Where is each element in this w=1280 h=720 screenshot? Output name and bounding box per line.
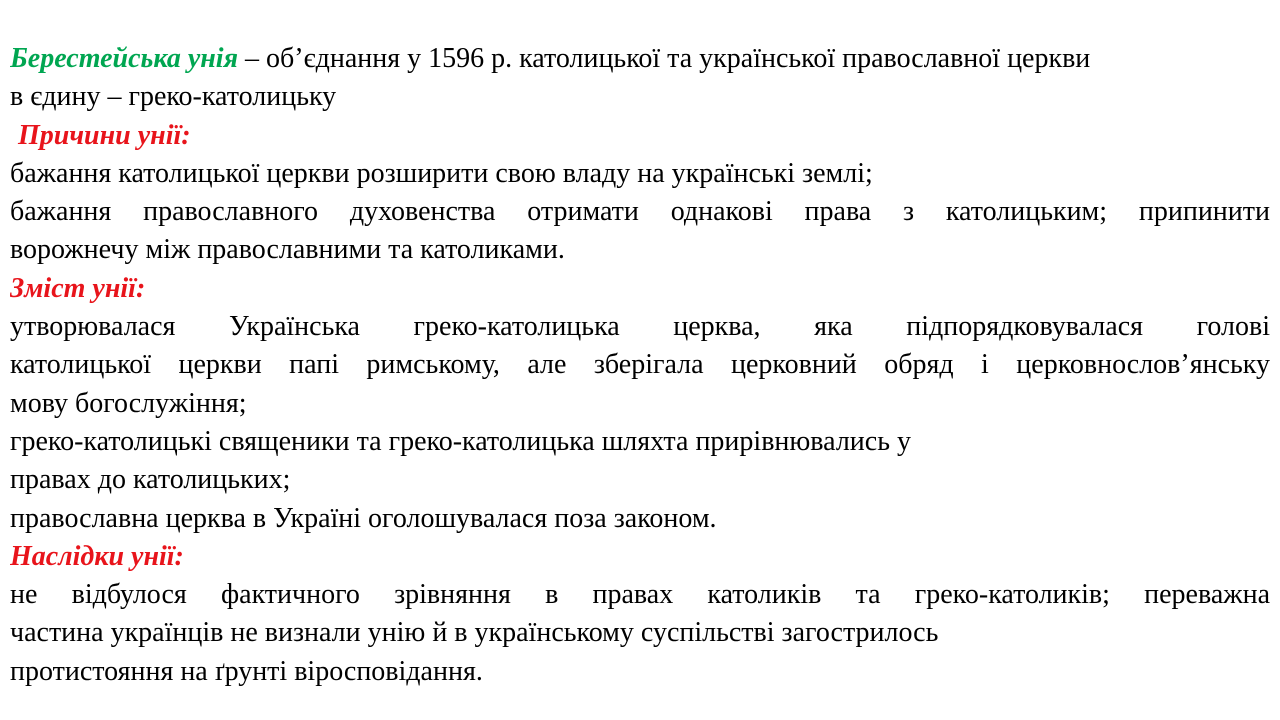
definition-line-2: в єдину – греко-католицьку	[10, 81, 337, 113]
results-heading: Наслідки унії:	[10, 540, 184, 572]
results-line: частина українців не визнали унію й в українському суспільстві загострилось	[10, 617, 939, 649]
content-line: греко-католицькі священики та греко-католицька шляхта прирівнювались у	[10, 425, 911, 457]
definition-line-1	[10, 40, 1270, 78]
term-title: Берестейська унія	[10, 43, 239, 74]
results-line: протистояння на ґрунті віросповідання.	[10, 655, 483, 687]
term-definition: – об’єднання у 1596 р. католицької та української православної церкви	[238, 43, 1091, 74]
content-line: правах до католицьких;	[10, 464, 291, 496]
causes-line: ворожнечу між православними та католиками.	[10, 234, 565, 266]
content-line: католицької церкви папі римському, але зберігала церковний обряд і церковнослов’янську	[10, 349, 1270, 381]
content-heading: Зміст унії:	[10, 272, 146, 304]
causes-line: бажання католицької церкви розширити свою владу на українські землі;	[10, 157, 873, 189]
content-line: утворювалася Українська греко-католицька церква, яка підпорядковувалася голові	[10, 311, 1270, 343]
results-line: не відбулося фактичного зрівняння в правах католиків та греко-католиків; переважна	[10, 579, 1270, 611]
causes-line: бажання православного духовенства отримати однакові права з католицьким; припинити	[10, 196, 1270, 228]
slide-content	[10, 40, 1270, 691]
content-line: мову богослужіння;	[10, 387, 247, 419]
content-line: православна церква в Україні оголошувалася поза законом.	[10, 502, 717, 534]
causes-heading: Причини унії:	[18, 119, 191, 151]
